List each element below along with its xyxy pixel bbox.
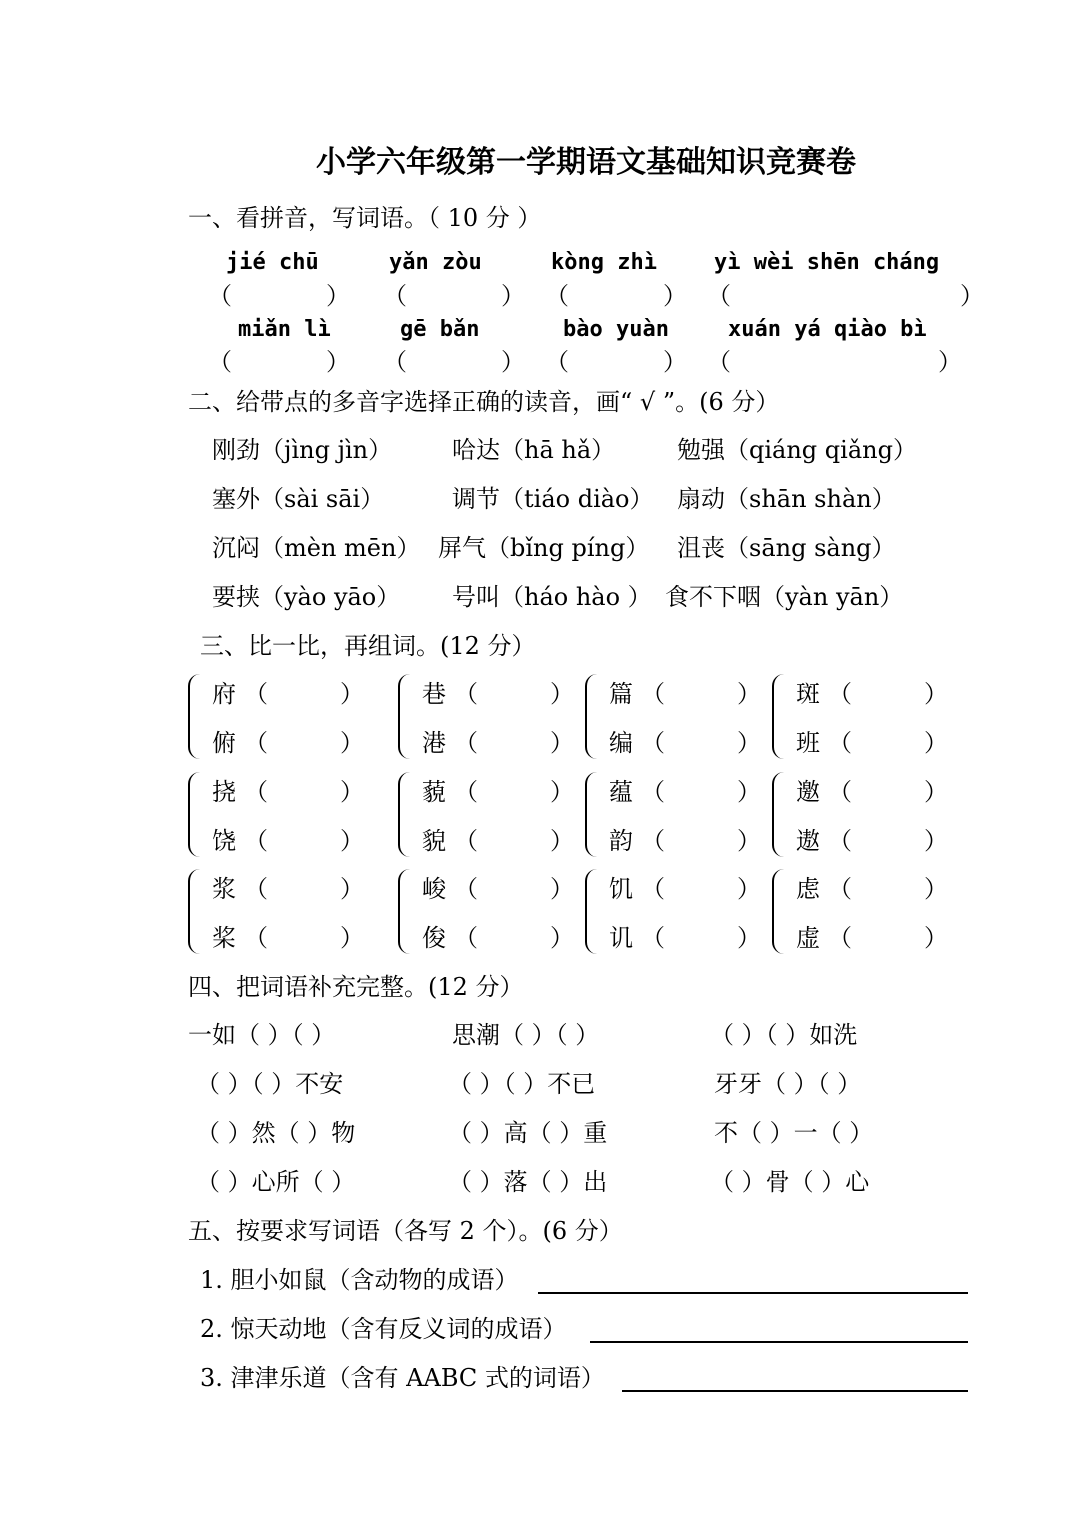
answer-box-1-open: （ <box>208 282 232 310</box>
compare-answer-close: ） <box>340 778 364 806</box>
compare-answer-close: ） <box>924 875 948 903</box>
section-5-heading: 五、按要求写词语（各写 2 个）。(6 分） <box>188 1217 623 1245</box>
section-2-heading: 二、给带点的多音字选择正确的读音，画“ √ ”。(6 分） <box>188 388 780 416</box>
brace-icon <box>398 869 414 954</box>
polyphone-item: 哈达（hā hǎ） <box>452 436 616 464</box>
compare-char: 挠 <box>212 778 236 806</box>
compare-answer-close: ） <box>924 680 948 708</box>
idiom-blank: （ ）（ ）不已 <box>448 1070 596 1098</box>
section-4-heading: 四、把词语补充完整。(12 分） <box>188 973 524 1001</box>
compare-char: 峻 <box>422 875 446 903</box>
compare-answer-close: ） <box>924 827 948 855</box>
brace-icon <box>398 674 414 759</box>
compare-char: 班 <box>796 729 820 757</box>
compare-char: 蕴 <box>609 778 633 806</box>
compare-answer-open: （ <box>641 827 665 855</box>
compare-answer-close: ） <box>924 729 948 757</box>
idiom-blank: （ ）心所（ ） <box>196 1168 356 1196</box>
compare-char: 虑 <box>796 875 820 903</box>
idiom-blank: （ ）骨（ ）心 <box>710 1168 870 1196</box>
idiom-blank: （ ）落（ ）出 <box>448 1168 608 1196</box>
compare-answer-open: （ <box>641 875 665 903</box>
compare-answer-open: （ <box>641 924 665 952</box>
brace-icon <box>585 772 601 857</box>
compare-answer-close: ） <box>737 680 761 708</box>
compare-answer-close: ） <box>340 729 364 757</box>
compare-answer-open: （ <box>641 778 665 806</box>
compare-answer-close: ） <box>737 875 761 903</box>
compare-char: 讥 <box>609 924 633 952</box>
compare-answer-close: ） <box>550 778 574 806</box>
polyphone-item: 要挟（yào yāo） <box>212 583 401 611</box>
compare-answer-open: （ <box>828 924 852 952</box>
compare-char: 港 <box>422 729 446 757</box>
idiom-blank: 思潮（ ）（ ） <box>452 1021 600 1049</box>
compare-char: 遨 <box>796 827 820 855</box>
brace-icon <box>772 674 788 759</box>
compare-char: 貌 <box>422 827 446 855</box>
compare-answer-open: （ <box>244 924 268 952</box>
answer-box-1-close: ） <box>326 282 350 310</box>
compare-char: 巷 <box>422 680 446 708</box>
compare-char: 韵 <box>609 827 633 855</box>
idiom-blank: 一如（ ）（ ） <box>188 1021 336 1049</box>
compare-answer-open: （ <box>641 680 665 708</box>
pinyin-2: yǎn zòu <box>389 250 482 275</box>
write-item-3: 3. 津津乐道（含有 AABC 式的词语） <box>200 1364 605 1392</box>
compare-answer-open: （ <box>454 778 478 806</box>
idiom-blank: 牙牙（ ）（ ） <box>714 1070 862 1098</box>
compare-char: 府 <box>212 680 236 708</box>
compare-answer-open: （ <box>454 924 478 952</box>
compare-answer-close: ） <box>737 729 761 757</box>
answer-box-2-open: （ <box>383 282 407 310</box>
brace-icon <box>398 772 414 857</box>
polyphone-item: 号叫（háo hào ） <box>452 583 652 611</box>
polyphone-item: 屏气（bǐng píng） <box>438 534 650 562</box>
compare-char: 斑 <box>796 680 820 708</box>
brace-icon <box>188 869 204 954</box>
compare-answer-open: （ <box>828 680 852 708</box>
brace-icon <box>188 674 204 759</box>
compare-answer-close: ） <box>550 875 574 903</box>
compare-answer-close: ） <box>340 827 364 855</box>
compare-char: 藐 <box>422 778 446 806</box>
answer-box-8-close: ） <box>938 348 962 376</box>
answer-box-4-close: ） <box>960 282 984 310</box>
section-3-heading: 三、比一比，再组词。(12 分） <box>200 632 536 660</box>
polyphone-item: 勉强（qiáng qiǎng） <box>677 436 917 464</box>
answer-line-3[interactable] <box>622 1390 968 1392</box>
compare-char: 俯 <box>212 729 236 757</box>
answer-box-5-close: ） <box>326 348 350 376</box>
compare-char: 浆 <box>212 875 236 903</box>
compare-answer-open: （ <box>244 778 268 806</box>
compare-answer-open: （ <box>454 875 478 903</box>
polyphone-item: 塞外（sài sāi） <box>212 485 385 513</box>
compare-char: 篇 <box>609 680 633 708</box>
compare-answer-close: ） <box>737 924 761 952</box>
compare-answer-open: （ <box>454 729 478 757</box>
brace-icon <box>772 869 788 954</box>
compare-answer-open: （ <box>244 827 268 855</box>
pinyin-8: xuán yá qiào bì <box>728 317 927 342</box>
compare-char: 饶 <box>212 827 236 855</box>
compare-answer-close: ） <box>550 827 574 855</box>
compare-answer-open: （ <box>828 778 852 806</box>
brace-icon <box>188 772 204 857</box>
answer-box-4-open: （ <box>707 282 731 310</box>
pinyin-5: miǎn lì <box>238 317 331 342</box>
compare-answer-open: （ <box>244 729 268 757</box>
brace-icon <box>585 869 601 954</box>
answer-box-7-close: ） <box>663 348 687 376</box>
compare-char: 邀 <box>796 778 820 806</box>
idiom-blank: （ ）然（ ）物 <box>196 1119 356 1147</box>
answer-box-6-open: （ <box>383 348 407 376</box>
polyphone-item: 沮丧（sāng sàng） <box>677 534 896 562</box>
compare-answer-close: ） <box>340 680 364 708</box>
compare-answer-open: （ <box>244 680 268 708</box>
compare-answer-close: ） <box>550 924 574 952</box>
pinyin-4: yì wèi shēn cháng <box>714 250 940 275</box>
compare-answer-open: （ <box>828 875 852 903</box>
answer-box-7-open: （ <box>545 348 569 376</box>
compare-answer-open: （ <box>828 729 852 757</box>
write-item-1: 1. 胆小如鼠（含动物的成语） <box>200 1266 519 1294</box>
compare-char: 虚 <box>796 924 820 952</box>
write-item-2: 2. 惊天动地（含有反义词的成语） <box>200 1315 567 1343</box>
idiom-blank: （ ）（ ）如洗 <box>710 1021 858 1049</box>
page-title: 小学六年级第一学期语文基础知识竞赛卷 <box>316 145 856 180</box>
compare-answer-close: ） <box>924 924 948 952</box>
polyphone-item: 沉闷（mèn mēn） <box>212 534 421 562</box>
compare-answer-close: ） <box>340 924 364 952</box>
answer-box-3-close: ） <box>663 282 687 310</box>
brace-icon <box>772 772 788 857</box>
idiom-blank: 不（ ）一（ ） <box>714 1119 874 1147</box>
answer-line-2[interactable] <box>590 1341 968 1343</box>
answer-box-2-close: ） <box>501 282 525 310</box>
compare-char: 桨 <box>212 924 236 952</box>
answer-box-8-open: （ <box>707 348 731 376</box>
answer-box-5-open: （ <box>208 348 232 376</box>
compare-answer-open: （ <box>641 729 665 757</box>
compare-answer-close: ） <box>737 827 761 855</box>
polyphone-item: 食不下咽（yàn yān） <box>665 583 904 611</box>
compare-answer-close: ） <box>550 680 574 708</box>
compare-char: 俊 <box>422 924 446 952</box>
brace-icon <box>585 674 601 759</box>
compare-answer-open: （ <box>828 827 852 855</box>
compare-answer-close: ） <box>550 729 574 757</box>
polyphone-item: 扇动（shān shàn） <box>677 485 896 513</box>
compare-answer-close: ） <box>737 778 761 806</box>
compare-char: 饥 <box>609 875 633 903</box>
answer-box-6-close: ） <box>501 348 525 376</box>
polyphone-item: 刚劲（jìng jìn） <box>212 436 393 464</box>
idiom-blank: （ ）（ ）不安 <box>196 1070 344 1098</box>
compare-answer-open: （ <box>454 827 478 855</box>
compare-answer-open: （ <box>244 875 268 903</box>
compare-answer-open: （ <box>454 680 478 708</box>
answer-box-3-open: （ <box>545 282 569 310</box>
pinyin-1: jié chū <box>226 250 319 275</box>
polyphone-item: 调节（tiáo diào） <box>452 485 654 513</box>
compare-char: 编 <box>609 729 633 757</box>
pinyin-3: kòng zhì <box>551 250 657 275</box>
pinyin-6: gē bǎn <box>400 317 480 342</box>
compare-answer-close: ） <box>340 875 364 903</box>
pinyin-7: bào yuàn <box>563 317 669 342</box>
idiom-blank: （ ）高（ ）重 <box>448 1119 608 1147</box>
compare-answer-close: ） <box>924 778 948 806</box>
section-1-heading: 一、看拼音，写词语。（ 10 分 ） <box>188 204 542 232</box>
answer-line-1[interactable] <box>538 1292 968 1294</box>
